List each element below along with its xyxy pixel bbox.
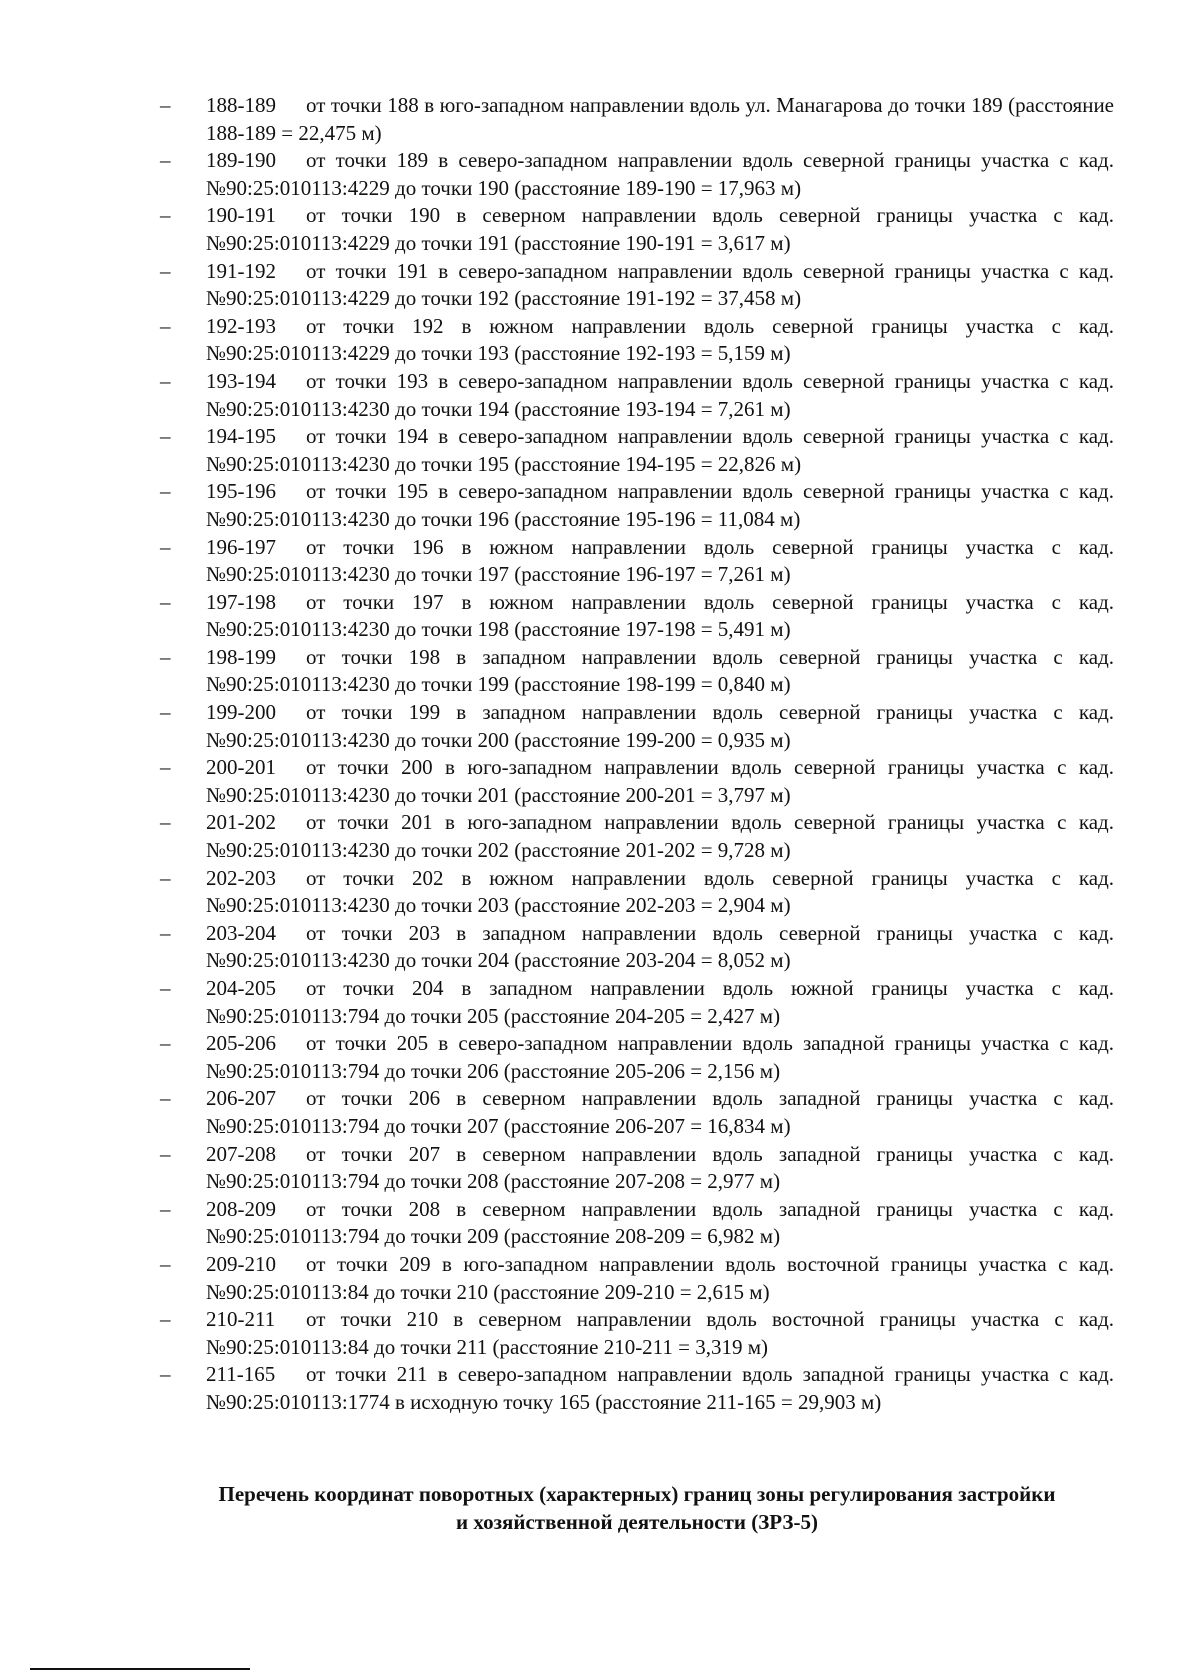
segment-code: 205-206 xyxy=(206,1031,276,1056)
segment-description: от точки 199 в западном направлении вдоль северной границы участка с кад. №90:25:010113:4230 до точки 200 (расстояние 199-200 = 0,935 м) xyxy=(206,700,1114,752)
list-dash: – xyxy=(160,424,171,449)
list-dash: – xyxy=(160,1031,171,1056)
segment-description: от точки 198 в западном направлении вдоль северной границы участка с кад. №90:25:010113:4230 до точки 199 (расстояние 198-199 = 0,840 м) xyxy=(206,644,1114,697)
list-item xyxy=(160,534,1114,589)
segment-code: 207-208 xyxy=(206,1141,276,1166)
segment-code: 204-205 xyxy=(206,976,276,1000)
footnote-divider xyxy=(30,1668,250,1670)
segment-description: от точки 208 в северном направлении вдоль западной границы участка с кад. №90:25:010113:794 до точки 209 (расстояние 208-209 = 6,982 м) xyxy=(206,1196,1114,1249)
list-item xyxy=(160,1196,1114,1251)
segment-description: от точки 205 в северо-западном направлении вдоль западной границы участка с кад. №90:25:010113:794 до точки 206 (расстояние 205-206 = 2,156 м) xyxy=(206,1031,1114,1083)
segment-code: 208-209 xyxy=(206,1196,276,1221)
list-dash: – xyxy=(160,479,171,504)
list-item xyxy=(160,1141,1114,1196)
list-item xyxy=(160,1306,1114,1361)
segment-code: 201-202 xyxy=(206,810,276,835)
segment-code: 195-196 xyxy=(206,479,276,504)
segment-description: от точки 194 в северо-западном направлении вдоль северной границы участка с кад. №90:25:010113:4230 до точки 195 (расстояние 194-195 = 22,826 м) xyxy=(206,424,1114,476)
list-dash: – xyxy=(160,1251,171,1276)
segment-code: 202-203 xyxy=(206,865,276,890)
segment-code: 196-197 xyxy=(206,534,276,559)
segment-code: 194-195 xyxy=(206,424,276,449)
segment-description: от точки 195 в северо-западном направлении вдоль северной границы участка с кад. №90:25:010113:4230 до точки 196 (расстояние 195-196 = 11,084 м) xyxy=(206,479,1114,531)
segment-code: 189-190 xyxy=(206,148,276,173)
list-dash: – xyxy=(160,93,171,117)
segment-description: от точки 207 в северном направлении вдоль западной границы участка с кад. №90:25:010113:794 до точки 208 (расстояние 207-208 = 2,977 м) xyxy=(206,1141,1114,1194)
list-item xyxy=(160,644,1114,699)
list-item xyxy=(160,589,1114,644)
segment-description: от точки 210 в северном направлении вдоль восточной границы участка с кад. №90:25:010113:84 до точки 211 (расстояние 210-211 = 3,319 м) xyxy=(206,1307,1114,1359)
list-dash: – xyxy=(160,148,171,173)
segment-code: 197-198 xyxy=(206,589,276,614)
segment-code: 200-201 xyxy=(206,755,276,780)
list-dash: – xyxy=(160,700,171,725)
list-item xyxy=(160,1251,1114,1306)
list-dash: – xyxy=(160,534,171,559)
segment-description: от точки 193 в северо-западном направлении вдоль северной границы участка с кад. №90:25:010113:4230 до точки 194 (расстояние 193-194 = 7,261 м) xyxy=(206,368,1114,421)
segment-code: 203-204 xyxy=(206,920,276,945)
list-item xyxy=(160,1361,1114,1416)
list-item xyxy=(160,202,1114,257)
segment-description: от точки 203 в западном направлении вдоль северной границы участка с кад. №90:25:010113:4230 до точки 204 (расстояние 203-204 = 8,052 м) xyxy=(206,920,1114,973)
list-dash: – xyxy=(160,589,171,614)
list-dash: – xyxy=(160,810,171,835)
list-item xyxy=(160,754,1114,809)
list-dash: – xyxy=(160,1086,171,1111)
list-item xyxy=(160,478,1114,533)
list-dash: – xyxy=(160,865,171,890)
segment-code: 190-191 xyxy=(206,203,276,228)
segment-code: 193-194 xyxy=(206,368,276,393)
list-dash: – xyxy=(160,755,171,780)
segment-description: от точки 190 в северном направлении вдоль северной границы участка с кад. №90:25:010113:4229 до точки 191 (расстояние 190-191 = 3,617 м) xyxy=(206,203,1114,255)
segment-description: от точки 197 в южном направлении вдоль северной границы участка с кад. №90:25:010113:4230 до точки 198 (расстояние 197-198 = 5,491 м) xyxy=(206,589,1114,642)
segment-description: от точки 189 в северо-западном направлении вдоль северной границы участка с кад. №90:25:010113:4229 до точки 190 (расстояние 189-190 = 17,963 м) xyxy=(206,148,1114,200)
segment-description: от точки 209 в юго-западном направлении вдоль восточной границы участка с кад. №90:25:010113:84 до точки 210 (расстояние 209-210 = 2,615 м) xyxy=(206,1251,1114,1304)
list-dash: – xyxy=(160,644,171,669)
segment-code: 192-193 xyxy=(206,313,276,338)
list-item xyxy=(160,975,1114,1030)
list-item xyxy=(160,865,1114,920)
list-dash: – xyxy=(160,203,171,228)
list-dash: – xyxy=(160,313,171,338)
section-title-line-1: Перечень координат поворотных (характерных) границ зоны регулирования застройки xyxy=(218,1482,1056,1506)
list-dash: – xyxy=(160,1196,171,1221)
section-title xyxy=(160,1480,1114,1536)
segment-description: от точки 211 в северо-западном направлении вдоль западной границы участка с кад. №90:25:010113:1774 в исходную точку 165 (расстояние 211-165 = 29,903 м) xyxy=(206,1362,1114,1414)
segment-code: 206-207 xyxy=(206,1086,276,1111)
list-item xyxy=(160,1030,1114,1085)
list-item xyxy=(160,920,1114,975)
segment-code: 191-192 xyxy=(206,258,276,283)
list-item xyxy=(160,147,1114,202)
list-dash: – xyxy=(160,920,171,945)
list-item xyxy=(160,368,1114,423)
segment-code: 199-200 xyxy=(206,700,276,725)
list-item xyxy=(160,313,1114,368)
section-title-line-2: и хозяйственной деятельности (ЗРЗ-5) xyxy=(456,1510,818,1534)
segment-code: 211-165 xyxy=(206,1362,276,1387)
segment-description: от точки 191 в северо-западном направлении вдоль северной границы участка с кад. №90:25:010113:4229 до точки 192 (расстояние 191-192 = 37,458 м) xyxy=(206,258,1114,311)
list-dash: – xyxy=(160,258,171,283)
segment-code: 209-210 xyxy=(206,1251,276,1276)
segment-description: от точки 188 в юго-западном направлении вдоль ул. Манагарова до точки 189 (расстояние 188-189 = 22,475 м) xyxy=(206,93,1114,145)
list-item xyxy=(160,92,1114,147)
segment-description: от точки 196 в южном направлении вдоль северной границы участка с кад. №90:25:010113:4230 до точки 197 (расстояние 196-197 = 7,261 м) xyxy=(206,534,1114,587)
segment-description: от точки 200 в юго-западном направлении вдоль северной границы участка с кад. №90:25:010113:4230 до точки 201 (расстояние 200-201 = 3,797 м) xyxy=(206,755,1114,807)
list-item xyxy=(160,699,1114,754)
segment-description: от точки 192 в южном направлении вдоль северной границы участка с кад. №90:25:010113:4229 до точки 193 (расстояние 192-193 = 5,159 м) xyxy=(206,313,1114,366)
list-item xyxy=(160,258,1114,313)
list-dash: – xyxy=(160,1362,171,1387)
list-dash: – xyxy=(160,368,171,393)
list-item xyxy=(160,423,1114,478)
list-item xyxy=(160,1085,1114,1140)
list-dash: – xyxy=(160,976,171,1000)
segment-code: 210-211 xyxy=(206,1307,276,1332)
list-dash: – xyxy=(160,1307,171,1332)
segment-description: от точки 201 в юго-западном направлении вдоль северной границы участка с кад. №90:25:010113:4230 до точки 202 (расстояние 201-202 = 9,728 м) xyxy=(206,810,1114,863)
segment-code: 198-199 xyxy=(206,644,276,669)
segment-code: 188-189 xyxy=(206,93,276,117)
list-dash: – xyxy=(160,1141,171,1166)
boundary-segment-list xyxy=(160,92,1114,1417)
list-item xyxy=(160,809,1114,864)
segment-description: от точки 206 в северном направлении вдоль западной границы участка с кад. №90:25:010113:794 до точки 207 (расстояние 206-207 = 16,834 м) xyxy=(206,1086,1114,1138)
segment-description: от точки 204 в западном направлении вдоль южной границы участка с кад. №90:25:010113:794 до точки 205 (расстояние 204-205 = 2,427 м) xyxy=(206,976,1114,1028)
segment-description: от точки 202 в южном направлении вдоль северной границы участка с кад. №90:25:010113:4230 до точки 203 (расстояние 202-203 = 2,904 м) xyxy=(206,865,1114,918)
